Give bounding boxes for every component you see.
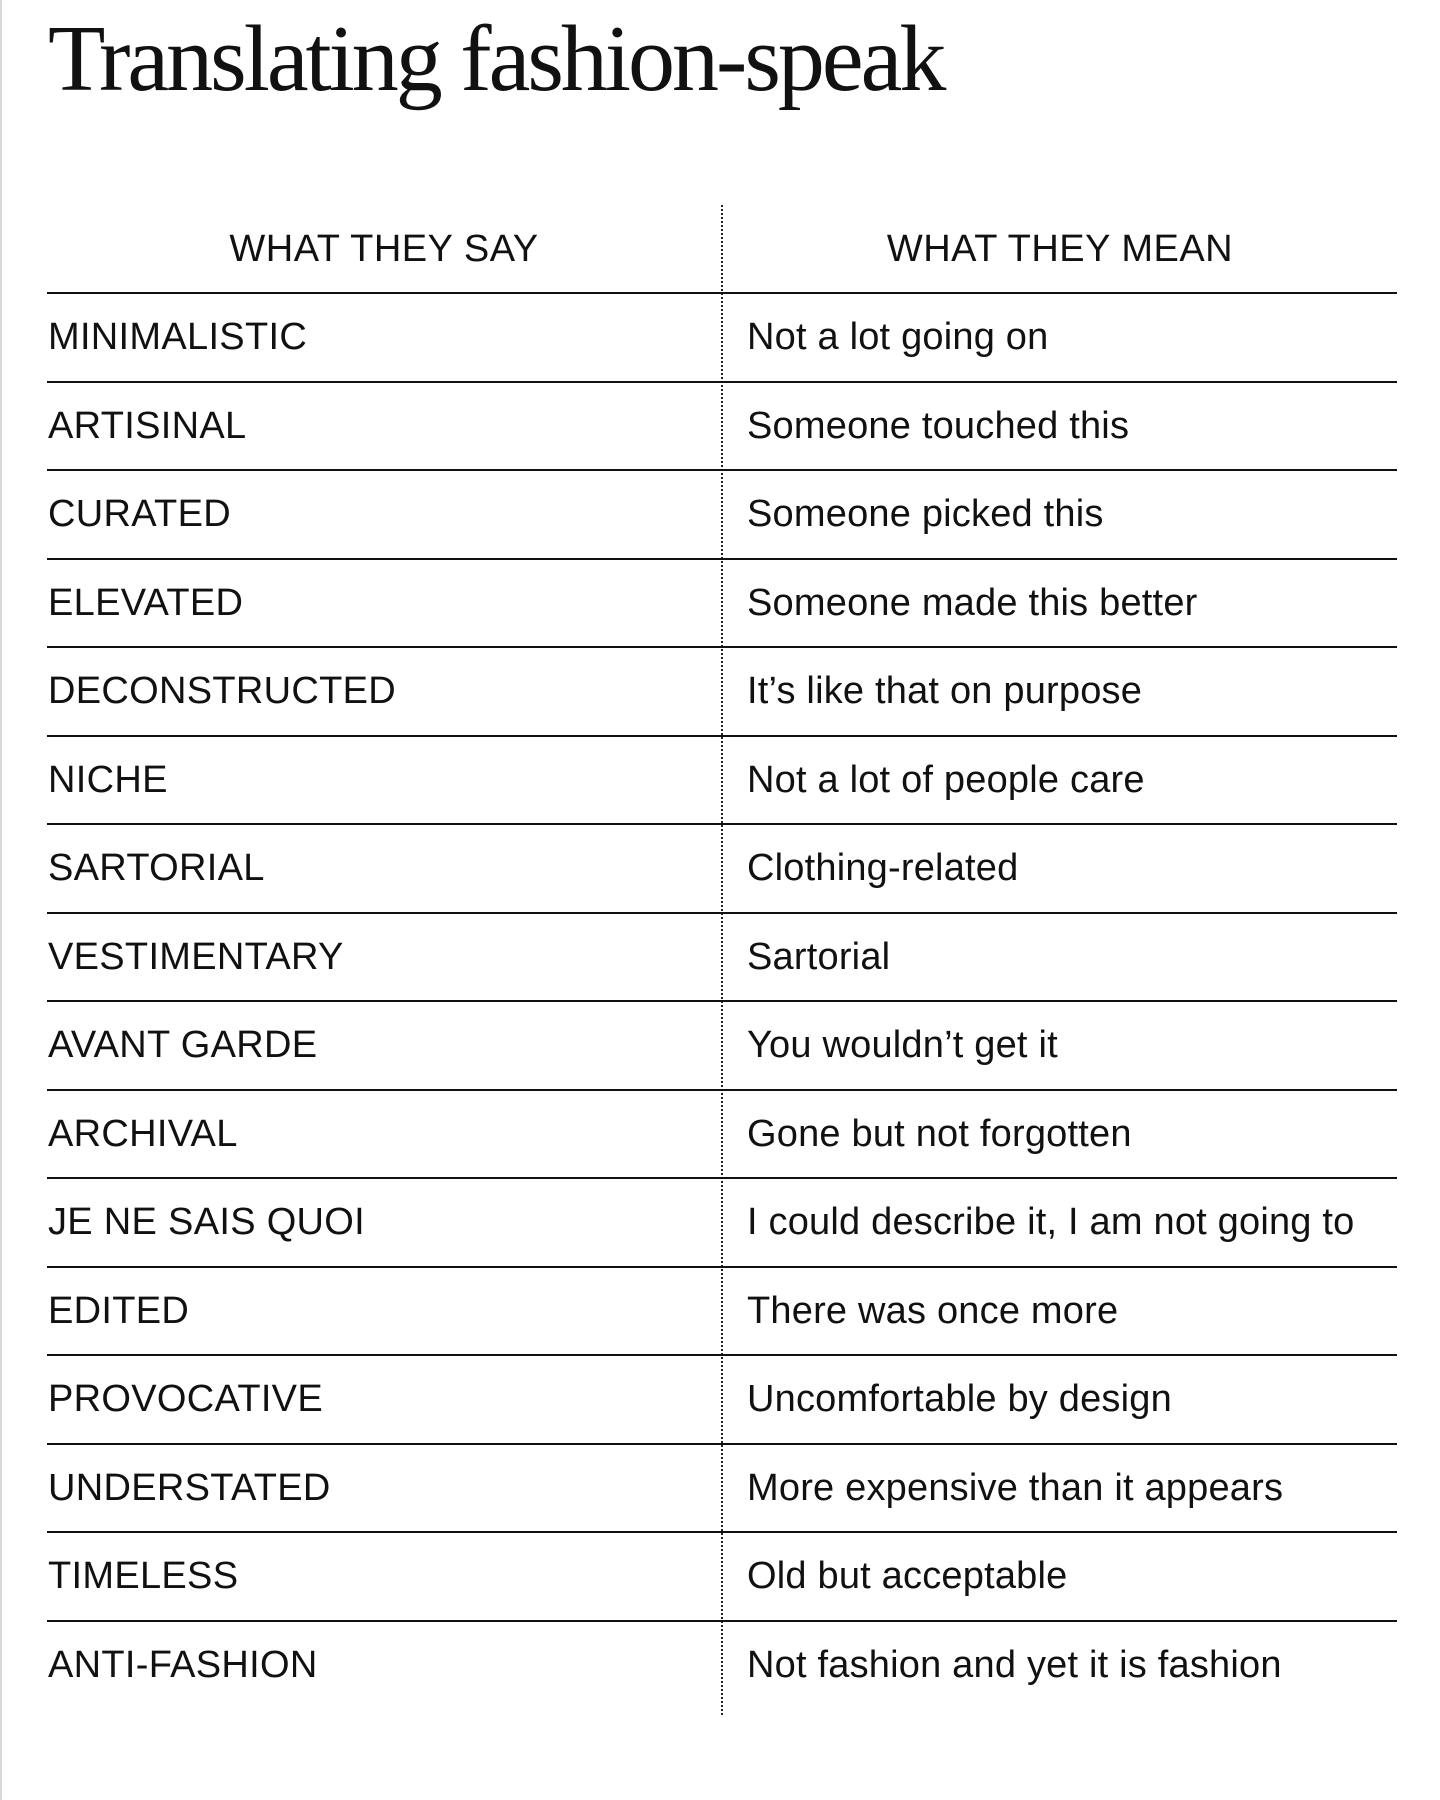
- term-cell: TIMELESS: [48, 1555, 239, 1597]
- column-header-say: WHAT THEY SAY: [229, 228, 539, 270]
- meaning-cell: I could describe it, I am not going to: [747, 1201, 1355, 1243]
- term-cell: ARTISINAL: [48, 404, 247, 447]
- meaning-cell: Someone touched this: [747, 404, 1130, 447]
- term-cell: ANTI-FASHION: [48, 1643, 318, 1686]
- table-row: [47, 737, 1397, 826]
- meaning-cell: You wouldn’t get it: [747, 1024, 1058, 1066]
- meaning-cell: Sartorial: [747, 935, 891, 978]
- table-row: [47, 1622, 1397, 1709]
- term-cell: PROVOCATIVE: [48, 1378, 323, 1420]
- meaning-cell: More expensive than it appears: [747, 1466, 1284, 1509]
- term-cell: CURATED: [48, 493, 231, 535]
- table-row: [47, 383, 1397, 472]
- meaning-cell: Old but acceptable: [747, 1555, 1068, 1597]
- term-cell: ARCHIVAL: [48, 1112, 238, 1155]
- meaning-cell: Clothing-related: [747, 847, 1019, 889]
- term-cell: MINIMALISTIC: [48, 316, 308, 358]
- table-row: [47, 914, 1397, 1003]
- table-row: [47, 294, 1397, 383]
- meaning-cell: Not a lot going on: [747, 316, 1049, 358]
- table-row: [47, 1002, 1397, 1091]
- term-cell: ELEVATED: [48, 581, 244, 624]
- term-cell: SARTORIAL: [48, 847, 265, 889]
- meaning-cell: Not fashion and yet it is fashion: [747, 1643, 1282, 1686]
- table-row: [47, 1533, 1397, 1622]
- meaning-cell: Not a lot of people care: [747, 758, 1145, 801]
- term-cell: NICHE: [48, 758, 168, 801]
- table-row: [47, 1445, 1397, 1534]
- meaning-cell: Gone but not forgotten: [747, 1112, 1132, 1155]
- table-header: [47, 206, 1397, 294]
- table-row: [47, 1356, 1397, 1445]
- translation-table: [47, 206, 1397, 1708]
- column-header-mean: WHAT THEY MEAN: [886, 228, 1234, 270]
- left-edge-line: [0, 0, 2, 1800]
- term-cell: DECONSTRUCTED: [48, 670, 397, 712]
- table-row: [47, 471, 1397, 560]
- term-cell: EDITED: [48, 1289, 190, 1332]
- table-row: [47, 560, 1397, 649]
- term-cell: AVANT GARDE: [48, 1024, 318, 1066]
- meaning-cell: Someone picked this: [747, 493, 1104, 535]
- term-cell: VESTIMENTARY: [48, 935, 344, 978]
- table-row: [47, 648, 1397, 737]
- meaning-cell: There was once more: [747, 1289, 1119, 1332]
- table-row: [47, 1179, 1397, 1268]
- table-row: [47, 825, 1397, 914]
- meaning-cell: It’s like that on purpose: [747, 670, 1143, 712]
- table-row: [47, 1091, 1397, 1180]
- term-cell: UNDERSTATED: [48, 1466, 331, 1509]
- meaning-cell: Uncomfortable by design: [747, 1378, 1172, 1420]
- page-title: Translating fashion-speak: [48, 7, 944, 111]
- table-row: [47, 1268, 1397, 1357]
- term-cell: JE NE SAIS QUOI: [48, 1201, 366, 1243]
- meaning-cell: Someone made this better: [747, 581, 1198, 624]
